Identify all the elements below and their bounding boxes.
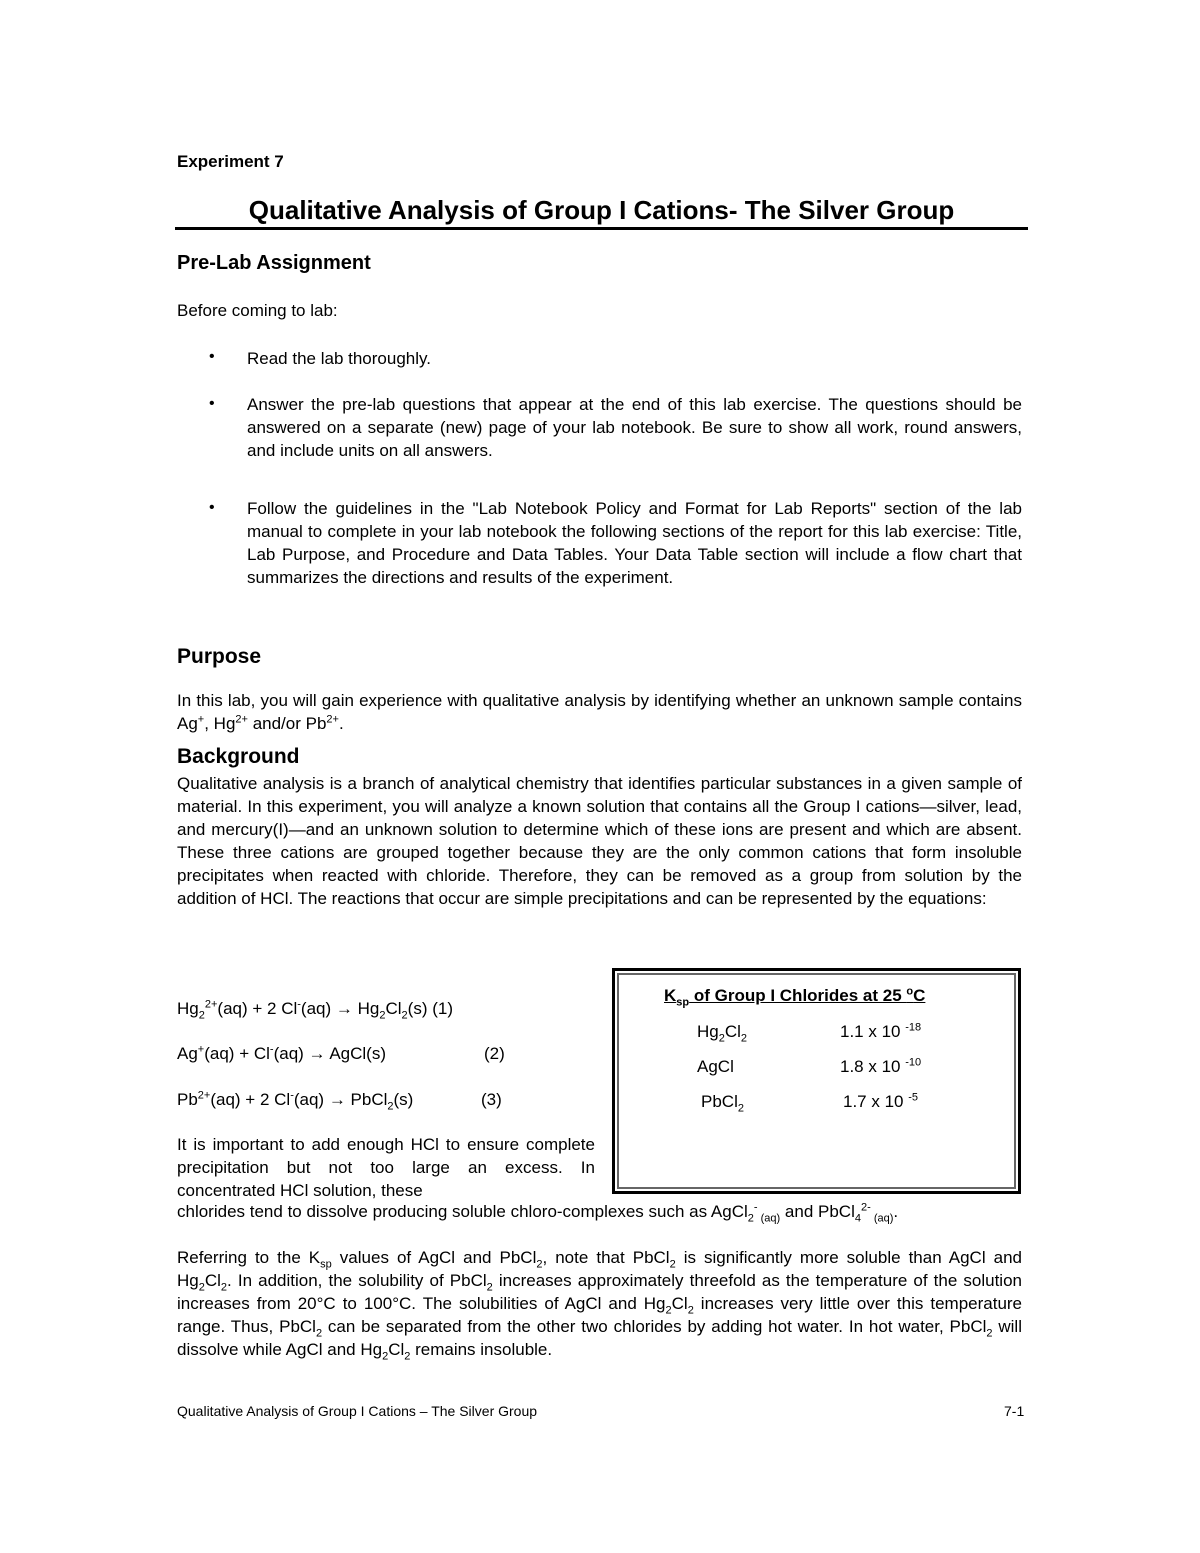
hcl-note: It is important to add enough HCl to ensure complete precipitation but not too large an excess. In concentrated HCl solution, these <box>177 1135 595 1200</box>
purpose-heading: Purpose <box>177 645 262 668</box>
ksp-value: 1.7 x 10 $^{-5}$ <box>843 1091 918 1111</box>
prelab-intro: Before coming to lab: <box>177 301 338 320</box>
ksp-compound: AgCl <box>697 1057 734 1076</box>
bullet-icon: • <box>209 348 215 365</box>
title-rule <box>175 227 1028 230</box>
equation-2-number: (2) <box>484 1044 505 1063</box>
bullet-icon: • <box>209 499 215 516</box>
ksp-compound: $Hg_2Cl_2$ <box>697 1022 748 1045</box>
footer-title: Qualitative Analysis of Group I Cations – The Silver Group <box>177 1403 538 1419</box>
prelab-bullet-2: Answer the pre-lab questions that appear at the end of this lab exercise. The questions should be answered on a separate (new) page of your lab notebook. Be sure to show all work, round answers, and include units on all answers. <box>247 395 1022 460</box>
ksp-table-title: $K_{sp}$ of Group I Chlorides at 25 $^o$C <box>664 985 926 1009</box>
equation-1: $Hg_2^{2+}(aq) + 2$ $Cl^-(aq) \to Hg_2Cl_2(s)$ (1) <box>177 998 453 1022</box>
ksp-value: 1.8 x 10 $^{-10}$ <box>840 1056 922 1076</box>
ksp-value: 1.1 x 10 $^{-18}$ <box>840 1021 922 1041</box>
equation-2: Ag+(aq) + Cl-(aq) → AgCl(s) <box>177 1043 386 1063</box>
ksp-compound: PbCl$_2$ <box>701 1092 744 1115</box>
page-number: 7-1 <box>1004 1403 1025 1419</box>
background-paragraph: Qualitative analysis is a branch of analytical chemistry that identifies particular substances in a given sample of material. In this experiment, you will analyze a known solution that contains all the Group I cations—silver, lead, and mercury(I)—and an unknown solution to determine which of these ions are present and which are absent. These three cations are grouped together because they are the only common cations that form insoluble precipitates when reacted with chloride. Therefore, they can be removed as a group from solution by the addition of HCl. The reactions that occur are simple precipitations and can be represented by the equations: <box>177 774 1022 908</box>
page-title: Qualitative Analysis of Group I Cations- The Silver Group <box>248 195 955 225</box>
equation-3: $Pb^{2+}(aq) + 2$ Cl-(aq) → PbCl$_2$(s) <box>177 1089 414 1113</box>
solubility-paragraph: Referring to the $K_{sp}$ values of AgCl and PbCl$_2$, note that PbCl$_2$ is significantly more soluble than AgCl and $Hg_2Cl_2$. In addition, the solubility of PbCl$_2$ increases approximately threefold as the temperature of the solution increases from 20°C to 100°C. The solubilities of AgCl and $Hg_2Cl_2$ increases very little over this temperature range. Thus, PbCl$_2$ can be separated from the other two chlorides by adding hot water. In hot water, PbCl$_2$ will dissolve while AgCl and $Hg_2Cl_2$ remains insoluble. <box>177 1248 1023 1363</box>
purpose-text: In this lab, you will gain experience with qualitative analysis by identifying whether an unknown sample contains Ag+, $Hg^{2+}$ and/or $Pb^{2+}$. <box>177 691 1022 733</box>
prelab-bullet-1: Read the lab thoroughly. <box>247 349 431 368</box>
bullet-icon: • <box>209 395 215 412</box>
prelab-bullet-3: Follow the guidelines in the "Lab Notebook Policy and Format for Lab Reports" section of the lab manual to complete in your lab notebook the following sections of the report for this lab exercise: Title, Lab Purpose, and Procedure and Data Tables. Your Data Table section will include a flow chart that summarizes the directions and results of the experiment. <box>247 499 1022 587</box>
background-heading: Background <box>177 745 300 768</box>
hcl-note-continuation: chlorides tend to dissolve producing soluble chloro-complexes such as AgCl$_2$- $_{(aq)}$ and PbCl$_4^{2-}$ $_{(aq)}$. <box>177 1201 899 1225</box>
prelab-heading: Pre-Lab Assignment <box>177 252 371 274</box>
equation-3-number: (3) <box>481 1090 502 1109</box>
experiment-label: Experiment 7 <box>177 152 284 171</box>
